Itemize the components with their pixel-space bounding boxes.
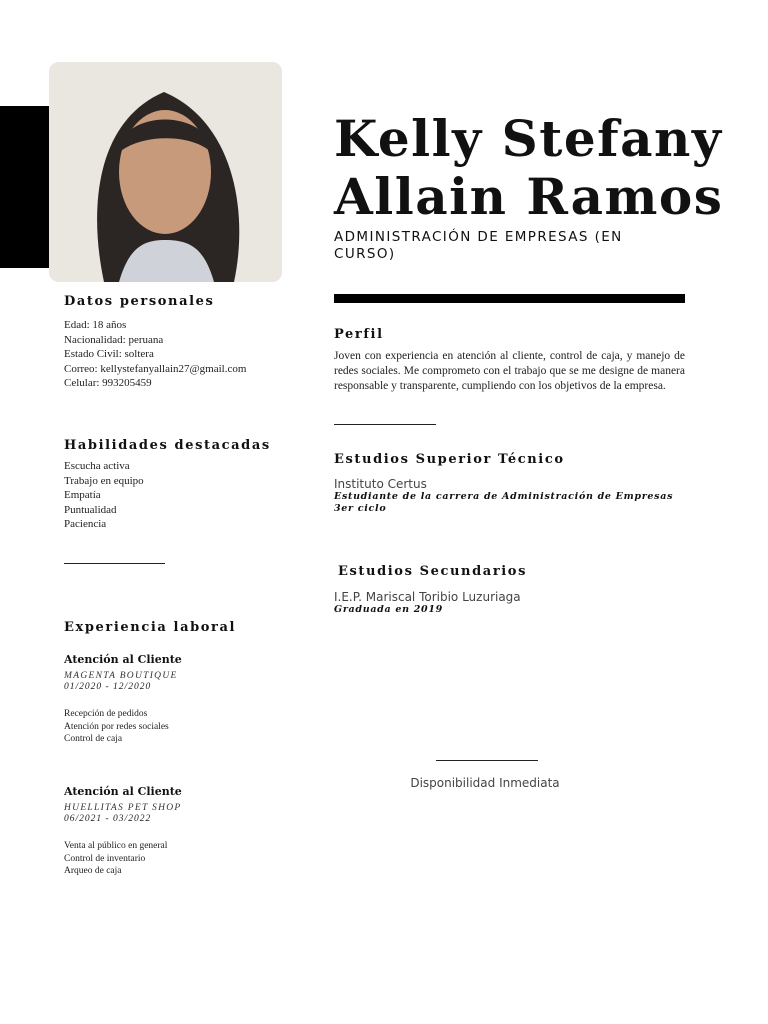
skill-item: Puntualidad (64, 503, 117, 516)
decorative-black-bar (0, 106, 50, 268)
job-dates: 06/2021 - 03/2022 (64, 814, 152, 824)
personal-marital-status: Estado Civil: soltera (64, 348, 154, 360)
secondary-studies-heading: Estudios Secundarios (338, 564, 527, 579)
job-task: Arqueo de caja (64, 866, 122, 876)
job-tasks (64, 840, 284, 878)
profile-heading: Perfil (334, 327, 384, 342)
technical-cycle: 3er ciclo (334, 503, 387, 514)
job-task: Atención por redes sociales (64, 721, 169, 732)
personal-nationality: Nacionalidad: peruana (64, 333, 164, 346)
personal-age: Edad: 18 años (64, 319, 127, 331)
job-entry-2 (64, 785, 284, 878)
personal-phone: Celular: 993205459 (64, 377, 152, 389)
skills-heading: Habilidades destacadas (64, 438, 271, 453)
job-tasks (64, 708, 284, 746)
skill-item: Trabajo en equipo (64, 474, 144, 487)
personal-email: Correo: kellystefanyallain27@gmail.com (64, 362, 247, 375)
technical-detail: Estudiante de la carrera de Administración de Empresas (334, 491, 674, 502)
name-line-1: Kelly Stefany (334, 109, 723, 168)
name-line-2: Allain Ramos (334, 167, 724, 226)
skill-item: Escucha activa (64, 460, 130, 472)
job-task: Control de inventario (64, 853, 146, 864)
job-title: Atención al Cliente (64, 653, 182, 666)
skills-divider (64, 563, 165, 564)
job-task: Control de caja (64, 734, 123, 744)
profile-photo (49, 62, 282, 282)
skill-item: Empatía (64, 489, 101, 501)
job-dates: 01/2020 - 12/2020 (64, 682, 152, 692)
candidate-name (334, 110, 754, 226)
skills-list (64, 459, 264, 532)
technical-institution: Instituto Certus (334, 477, 427, 491)
job-task: Recepción de pedidos (64, 709, 148, 719)
secondary-studies-entry (334, 590, 694, 615)
technical-studies-entry (334, 477, 694, 514)
job-title: Atención al Cliente (64, 785, 182, 798)
header-divider (334, 294, 685, 303)
job-company: HUELLITAS PET SHOP (64, 803, 182, 813)
job-entry-1 (64, 653, 284, 746)
availability-divider (436, 760, 538, 761)
personal-data-heading: Datos personales (64, 294, 215, 309)
person-placeholder-icon (49, 62, 282, 282)
career-subtitle: ADMINISTRACIÓN DE EMPRESAS (EN CURSO) (334, 229, 623, 262)
profile-text: Joven con experiencia en atención al cliente, control de caja, y manejo de redes sociales. Me comprometo con el trabajo que se me designe de manera responsable y transparente, cumpliendo con los objetivos de la empresa. (334, 350, 685, 392)
secondary-detail: Graduada en 2019 (334, 604, 443, 615)
technical-studies-heading: Estudios Superior Técnico (334, 452, 565, 467)
secondary-institution: I.E.P. Mariscal Toribio Luzuriaga (334, 590, 521, 604)
experience-heading: Experiencia laboral (64, 620, 237, 635)
personal-data-list (64, 318, 304, 391)
skill-item: Paciencia (64, 518, 107, 530)
profile-divider (334, 424, 436, 425)
availability-text: Disponibilidad Inmediata (410, 776, 560, 790)
job-task: Venta al público en general (64, 841, 168, 851)
job-company: MAGENTA BOUTIQUE (64, 671, 178, 681)
